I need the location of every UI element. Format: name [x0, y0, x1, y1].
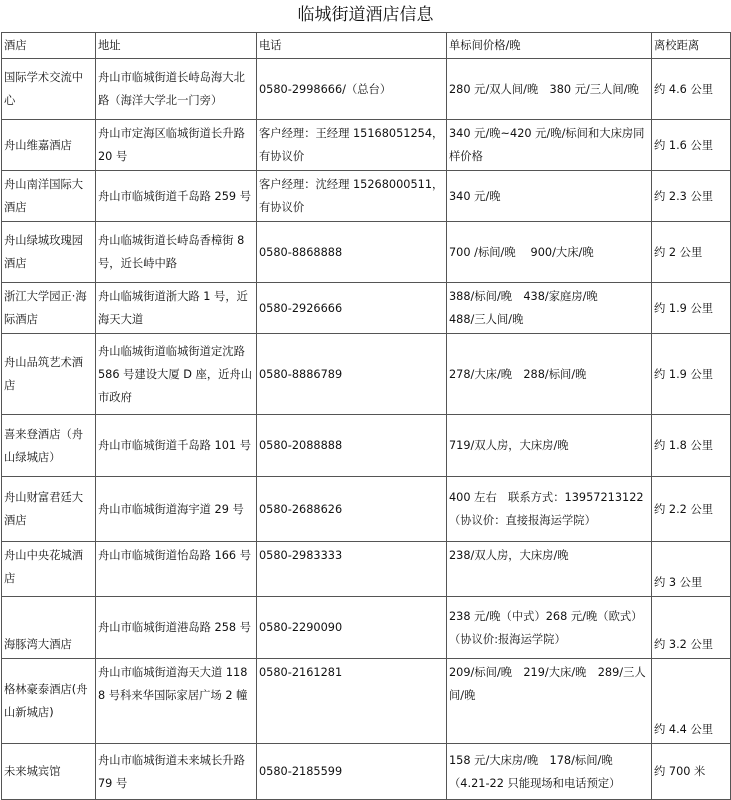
table-row [2, 283, 731, 334]
page-title: 临城街道酒店信息 [297, 5, 434, 25]
hotel-phone: 客户经理：沈经理 15268000511，有协议价 [257, 171, 447, 222]
header-price: 单标间价格/晚 [447, 33, 652, 59]
hotel-price: 280 元/双人间/晚 380 元/三人间/晚 [447, 59, 652, 120]
table-row [2, 597, 731, 659]
hotel-phone: 0580-2290090 [257, 597, 447, 659]
hotel-phone: 0580-8886789 [257, 334, 447, 415]
hotel-address: 舟山临城街道长峙岛香樟街 8 号，近长峙中路 [96, 222, 257, 283]
hotel-name: 舟山南洋国际大酒店 [2, 171, 96, 222]
price-line: 238 元/晚（中式）268 元/晚（欧式） [449, 609, 643, 623]
hotel-table [1, 32, 731, 800]
hotel-name: 舟山品筑艺术酒店 [2, 334, 96, 415]
hotel-phone: 0580-2688626 [257, 477, 447, 542]
table-row [2, 744, 731, 800]
hotel-name: 浙江大学园正·海际酒店 [2, 283, 96, 334]
hotel-name: 舟山维嘉酒店 [2, 120, 96, 171]
hotel-address: 舟山市临城街道港岛路 258 号 [96, 597, 257, 659]
header-distance: 离校距离 [652, 33, 731, 59]
hotel-name: 格林豪泰酒店(舟山新城店) [2, 659, 96, 744]
price-line: （协议价:报海运学院） [449, 632, 566, 646]
hotel-distance: 约 1.8 公里 [652, 415, 731, 477]
hotel-price: 719/双人房，大床房/晚 [447, 415, 652, 477]
hotel-price: 238/双人房，大床房/晚 [447, 542, 652, 597]
hotel-name: 舟山绿城玫瑰园酒店 [2, 222, 96, 283]
hotel-price: 700 /标间/晚 900/大床/晚 [447, 222, 652, 283]
hotel-phone: 客户经理：王经理 15168051254，有协议价 [257, 120, 447, 171]
table-row [2, 222, 731, 283]
table-row [2, 59, 731, 120]
hotel-distance: 约 2 公里 [652, 222, 731, 283]
hotel-address: 舟山市临城街道千岛路 101 号 [96, 415, 257, 477]
hotel-price: 278/大床/晚 288/标间/晚 [447, 334, 652, 415]
hotel-address: 舟山市临城街道未来城长升路 79 号 [96, 744, 257, 800]
table-row [2, 120, 731, 171]
hotel-distance: 约 3 公里 [652, 542, 731, 597]
hotel-address: 舟山市定海区临城街道长升路 20 号 [96, 120, 257, 171]
price-line: 388/标间/晚 438/家庭房/晚 [449, 290, 598, 303]
hotel-price [447, 597, 652, 659]
hotel-address: 舟山市临城街道怡岛路 166 号 [96, 542, 257, 597]
hotel-price: 209/标间/晚 219/大床/晚 289/三人间/晚 [447, 659, 652, 744]
hotel-price: 340 元/晚 [447, 171, 652, 222]
header-phone: 电话 [257, 33, 447, 59]
hotel-distance: 约 1.6 公里 [652, 120, 731, 171]
table-row [2, 542, 731, 597]
table-row [2, 171, 731, 222]
hotel-distance: 约 1.9 公里 [652, 334, 731, 415]
hotel-name: 舟山财富君廷大酒店 [2, 477, 96, 542]
hotel-address: 舟山市临城街道海天大道 1188 号科来华国际家居广场 2 幢 [96, 659, 257, 744]
hotel-distance: 约 3.2 公里 [652, 597, 731, 659]
hotel-price: 340 元/晚~420 元/晚/标间和大床房同样价格 [447, 120, 652, 171]
hotel-distance: 约 2.2 公里 [652, 477, 731, 542]
price-line: 158 元/大床房/晚 178/标间/晚 [449, 753, 613, 767]
hotel-name: 国际学术交流中心 [2, 59, 96, 120]
hotel-phone: 0580-8868888 [257, 222, 447, 283]
price-line: （4.21-22 只能现场和电话预定） [449, 776, 621, 790]
price-line: 400 左右 联系方式：13957213122 [449, 491, 644, 504]
table-header-row [2, 33, 731, 59]
hotel-phone: 0580-2926666 [257, 283, 447, 334]
hotel-price [447, 477, 652, 542]
hotel-price [447, 744, 652, 800]
hotel-phone: 0580-2161281 [257, 659, 447, 744]
hotel-phone: 0580-2088888 [257, 415, 447, 477]
hotel-address: 舟山市临城街道海宇道 29 号 [96, 477, 257, 542]
header-hotel: 酒店 [2, 33, 96, 59]
table-row [2, 477, 731, 542]
hotel-address: 舟山市临城街道长峙岛海大北路（海洋大学北一门旁） [96, 59, 257, 120]
header-address: 地址 [96, 33, 257, 59]
hotel-distance: 约 4.6 公里 [652, 59, 731, 120]
price-line: 488/三人间/晚 [449, 313, 524, 326]
hotel-phone: 0580-2998666/（总台） [257, 59, 447, 120]
price-line: （协议价：直接报海运学院） [449, 514, 596, 527]
hotel-phone: 0580-2983333 [257, 542, 447, 597]
hotel-distance: 约 4.4 公里 [652, 659, 731, 744]
hotel-address: 舟山市临城街道千岛路 259 号 [96, 171, 257, 222]
hotel-phone: 0580-2185599 [257, 744, 447, 800]
table-row [2, 334, 731, 415]
hotel-distance: 约 2.3 公里 [652, 171, 731, 222]
hotel-name: 舟山中央花城酒店 [2, 542, 96, 597]
hotel-name: 未来城宾馆 [2, 744, 96, 800]
hotel-name: 喜来登酒店（舟山绿城店） [2, 415, 96, 477]
hotel-address: 舟山临城街道临城街道定沈路 586 号建设大厦 D 座，近舟山市政府 [96, 334, 257, 415]
hotel-price [447, 283, 652, 334]
table-row [2, 659, 731, 744]
hotel-address: 舟山临城街道浙大路 1 号，近海天大道 [96, 283, 257, 334]
hotel-distance: 约 700 米 [652, 744, 731, 800]
hotel-distance: 约 1.9 公里 [652, 283, 731, 334]
table-row [2, 415, 731, 477]
hotel-name: 海豚湾大酒店 [2, 597, 96, 659]
